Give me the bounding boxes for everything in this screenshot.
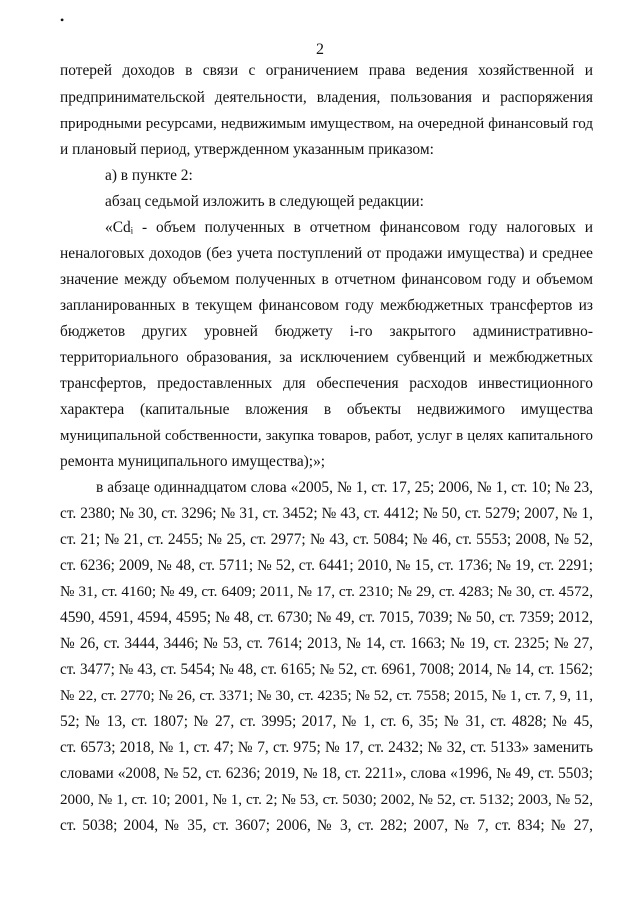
text-line: ст. 21; № 21, ст. 2455; № 25, ст. 2977; № 43, ст. 5084; № 46, ст. 5553; 2008, № 52,: [60, 531, 593, 548]
text-line: трансфертов, предоставленных для обеспечения расходов инвестиционного: [60, 375, 593, 392]
text-line: ст. 6573; 2018, № 1, ст. 47; № 7, ст. 975; № 17, ст. 2432; № 32, ст. 5133» заменить: [60, 739, 593, 756]
text-line: № 26, ст. 3444, 3446; № 53, ст. 7614; 2013, № 14, ст. 1663; № 19, ст. 2325; № 27,: [60, 635, 593, 652]
text-line: № 31, ст. 4160; № 49, ст. 6409; 2011, № 17, ст. 2310; № 29, ст. 4283; № 30, ст. 4572,: [60, 583, 593, 600]
text-line: ремонта муниципального имущества);»;: [60, 453, 326, 470]
text-line: ст. 2380; № 30, ст. 3296; № 31, ст. 3452; № 43, ст. 4412; № 50, ст. 5279; 2007, № 1,: [60, 505, 593, 522]
text-line: ст. 3477; № 43, ст. 5454; № 48, ст. 6165; № 52, ст. 6961, 7008; 2014, № 14, ст. 1562;: [60, 661, 593, 678]
text-line: № 22, ст. 2770; № 26, ст. 3371; № 30, ст. 4235; № 52, ст. 7558; 2015, № 1, ст. 7, 9, 11,: [60, 688, 593, 704]
text-line: и плановый период, утвержденном указанным приказом:: [60, 141, 434, 158]
page-number: 2: [316, 41, 324, 58]
text-line: потерей доходов в связи с ограничением права ведения хозяйственной и: [60, 62, 593, 79]
text-line: природными ресурсами, недвижимым имуществом, на очередной финансовый год: [60, 116, 593, 132]
text-line: неналоговых доходов (без учета поступлений от продажи имущества) и среднее: [60, 245, 593, 262]
text-line: а) в пункте 2:: [105, 167, 193, 184]
text-line: территориального образования, за исключением субвенций и межбюджетных: [60, 349, 593, 366]
text-line: 4590, 4591, 4594, 4595; № 48, ст. 6730; № 49, ст. 7015, 7039; № 50, ст. 7359; 2012,: [60, 609, 593, 626]
text-line: 52; № 13, ст. 1807; № 27, ст. 3995; 2017, № 1, ст. 6, 35; № 31, ст. 4828; № 45,: [60, 713, 593, 730]
text-line: «Cdᵢ - объем полученных в отчетном финансовом году налоговых и: [105, 219, 593, 236]
text-line: ст. 6236; 2009, № 48, ст. 5711; № 52, ст. 6441; 2010, № 15, ст. 1736; № 19, ст. 2291;: [60, 557, 593, 574]
text-line: предпринимательской деятельности, владения, пользования и распоряжения: [60, 89, 593, 106]
text-line: 2000, № 1, ст. 10; 2001, № 1, ст. 2; № 53, ст. 5030; 2002, № 52, ст. 5132; 2003, № 52,: [60, 792, 593, 808]
text-line: ст. 5038; 2004, № 35, ст. 3607; 2006, № 3, ст. 282; 2007, № 7, ст. 834; № 27,: [60, 817, 593, 834]
text-line: абзац седьмой изложить в следующей редакции:: [105, 193, 424, 210]
text-line: запланированных в текущем финансовом году межбюджетных трансфертов из: [60, 297, 593, 314]
text-line: в абзаце одиннадцатом слова «2005, № 1, ст. 17, 25; 2006, № 1, ст. 10; № 23,: [96, 479, 593, 496]
scan-mark: •: [60, 13, 65, 27]
text-line: словами «2008, № 52, ст. 6236; 2019, № 18, ст. 2211», слова «1996, № 49, ст. 5503;: [60, 765, 593, 782]
text-line: муниципальной собственности, закупка товаров, работ, услуг в целях капитального: [60, 428, 593, 444]
text-line: характера (капитальные вложения в объекты недвижимого имущества: [60, 401, 593, 418]
text-line: бюджетов других уровней бюджету i-го закрытого административно-: [60, 323, 593, 340]
text-line: значение между объемом полученных в отчетном финансовом году и объемом: [60, 271, 593, 288]
